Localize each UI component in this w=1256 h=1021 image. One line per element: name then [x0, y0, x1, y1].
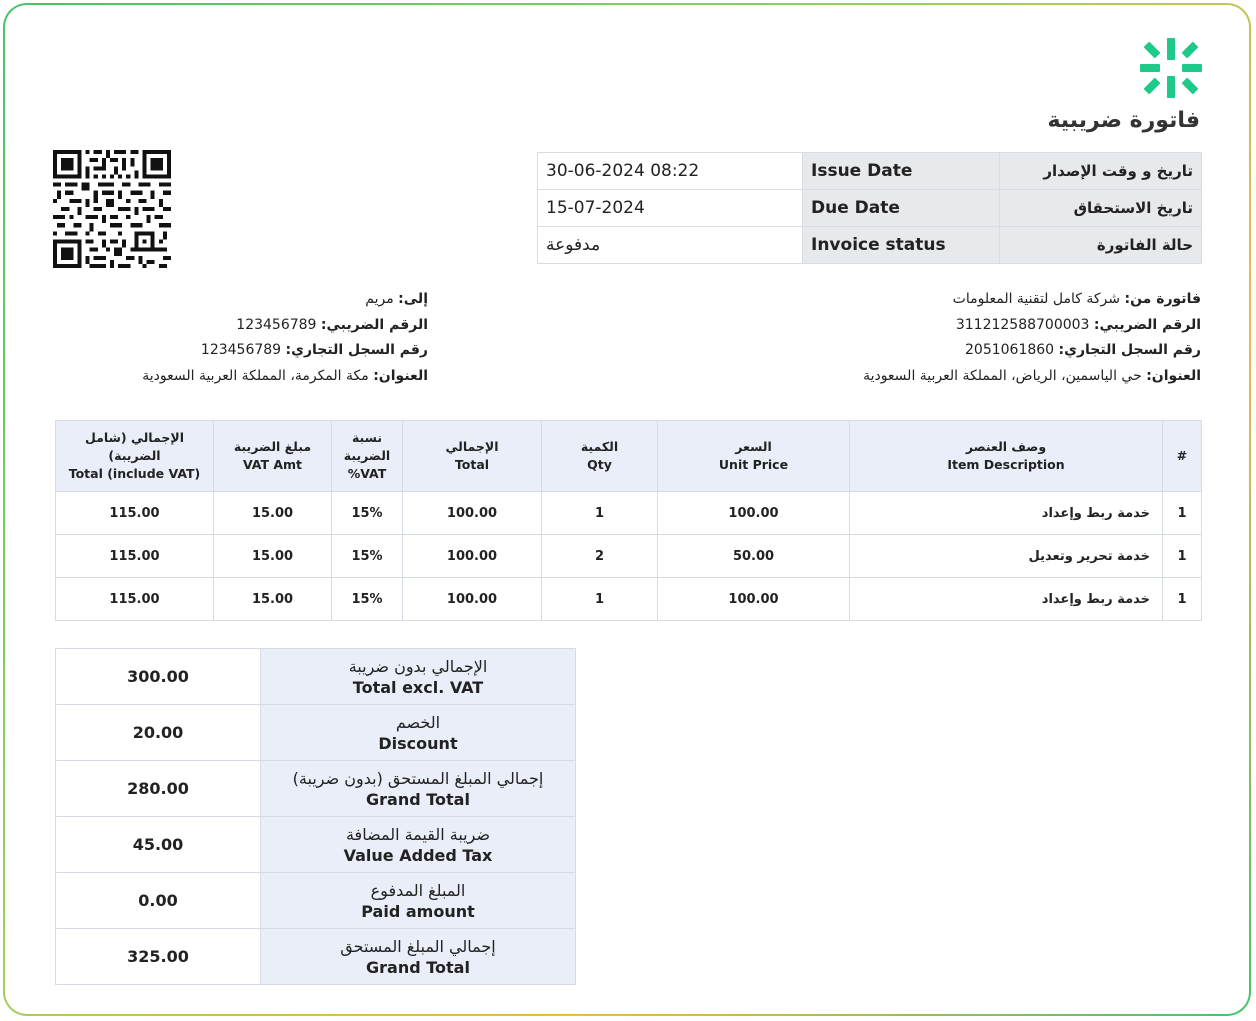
cell-vat-percent: 15% — [332, 492, 403, 535]
total-label: المبلغ المدفوع Paid amount — [261, 873, 576, 929]
cell-description: خدمة ربط وإعداد — [850, 578, 1163, 621]
seller-cr-label: رقم السجل التجاري: — [1058, 342, 1201, 358]
meta-row-due-date — [538, 190, 1202, 227]
totals-row-paid — [56, 873, 576, 929]
table-row — [56, 578, 1202, 621]
seller-address: حي الياسمين، الرياض، المملكة العربية السعودية — [863, 367, 1142, 384]
seller-name-label: فاتورة من: — [1124, 291, 1201, 307]
buyer-address: مكة المكرمة، المملكة العربية السعودية — [142, 367, 369, 384]
table-row — [56, 535, 1202, 578]
total-label: ضريبة القيمة المضافة Value Added Tax — [261, 817, 576, 873]
invoice-title: فاتورة ضريبية — [1047, 108, 1200, 133]
meta-row-issue-date — [538, 153, 1202, 190]
cell-vat-percent: 15% — [332, 535, 403, 578]
cell-total-incl-vat: 115.00 — [56, 535, 214, 578]
col-header-index: # — [1163, 421, 1202, 492]
col-header-total-incl-vat: الإجمالي (شامل الضريبة) Total (include VAT) — [56, 421, 214, 492]
total-amount: 280.00 — [56, 761, 261, 817]
buyer-cr: 123456789 — [200, 342, 282, 358]
meta-value: 30-06-2024 08:22 — [538, 153, 803, 190]
total-label: إجمالي المبلغ المستحق Grand Total — [261, 929, 576, 985]
seller-address-label: العنوان: — [1146, 367, 1201, 384]
meta-row-status — [538, 227, 1202, 264]
col-header-vat-percent: نسبة الضريبة VAT% — [332, 421, 403, 492]
seller-name: شركة كامل لتقنية المعلومات — [952, 291, 1121, 307]
cell-vat-amount: 15.00 — [214, 578, 332, 621]
meta-label-ar: حالة الفاتورة — [1000, 227, 1202, 264]
col-header-total: الإجمالي Total — [403, 421, 542, 492]
meta-value: مدفوعة — [538, 227, 803, 264]
total-label: الإجمالي بدون ضريبة Total excl. VAT — [261, 649, 576, 705]
cell-description: خدمة تحرير وتعديل — [850, 535, 1163, 578]
cell-qty: 1 — [542, 578, 658, 621]
totals-row-discount — [56, 705, 576, 761]
cell-index: 1 — [1163, 535, 1202, 578]
items-header-row — [56, 421, 1202, 492]
meta-label-ar: تاريخ و وقت الإصدار — [1000, 153, 1202, 190]
buyer-cr-label: رقم السجل التجاري: — [285, 342, 428, 358]
invoice-meta-table — [537, 152, 1202, 264]
col-header-description: وصف العنصر Item Description — [850, 421, 1163, 492]
cell-index: 1 — [1163, 578, 1202, 621]
cell-vat-percent: 15% — [332, 578, 403, 621]
table-row — [56, 492, 1202, 535]
cell-unit-price: 50.00 — [658, 535, 850, 578]
total-amount: 0.00 — [56, 873, 261, 929]
total-amount: 20.00 — [56, 705, 261, 761]
cell-total: 100.00 — [403, 535, 542, 578]
seller-info — [781, 287, 1201, 389]
cell-description: خدمة ربط وإعداد — [850, 492, 1163, 535]
seller-cr: 2051061860 — [965, 342, 1055, 358]
seller-tax-label: الرقم الضريبي: — [1093, 316, 1201, 333]
brand-logo-icon — [1140, 38, 1202, 98]
cell-total: 100.00 — [403, 492, 542, 535]
buyer-tax: 123456789 — [236, 316, 317, 333]
cell-unit-price: 100.00 — [658, 492, 850, 535]
meta-label-ar: تاريخ الاستحقاق — [1000, 190, 1202, 227]
buyer-name: مريم — [365, 291, 394, 307]
cell-total-incl-vat: 115.00 — [56, 578, 214, 621]
buyer-name-label: إلى: — [398, 291, 428, 307]
meta-label-en: Issue Date — [803, 153, 1000, 190]
total-amount: 300.00 — [56, 649, 261, 705]
buyer-tax-label: الرقم الضريبي: — [320, 316, 428, 333]
buyer-info — [48, 287, 428, 389]
total-amount: 325.00 — [56, 929, 261, 985]
col-header-unit-price: السعر Unit Price — [658, 421, 850, 492]
cell-vat-amount: 15.00 — [214, 535, 332, 578]
cell-total: 100.00 — [403, 578, 542, 621]
items-table — [55, 420, 1202, 621]
total-label: الخصم Discount — [261, 705, 576, 761]
meta-label-en: Invoice status — [803, 227, 1000, 264]
totals-row-grand-total-excl — [56, 761, 576, 817]
cell-vat-amount: 15.00 — [214, 492, 332, 535]
total-label: إجمالي المبلغ المستحق (بدون ضريبة) Grand Total — [261, 761, 576, 817]
buyer-address-label: العنوان: — [373, 367, 428, 384]
cell-unit-price: 100.00 — [658, 578, 850, 621]
meta-value: 15-07-2024 — [538, 190, 803, 227]
totals-table — [55, 648, 576, 985]
cell-index: 1 — [1163, 492, 1202, 535]
cell-qty: 1 — [542, 492, 658, 535]
col-header-qty: الكمية Qty — [542, 421, 658, 492]
totals-row-grand-total — [56, 929, 576, 985]
totals-row-vat — [56, 817, 576, 873]
qr-code-icon — [53, 150, 171, 268]
cell-total-incl-vat: 115.00 — [56, 492, 214, 535]
seller-tax: 311212588700003 — [955, 316, 1090, 333]
cell-qty: 2 — [542, 535, 658, 578]
totals-row-excl-vat — [56, 649, 576, 705]
col-header-vat-amount: مبلغ الضريبة VAT Amt — [214, 421, 332, 492]
total-amount: 45.00 — [56, 817, 261, 873]
meta-label-en: Due Date — [803, 190, 1000, 227]
